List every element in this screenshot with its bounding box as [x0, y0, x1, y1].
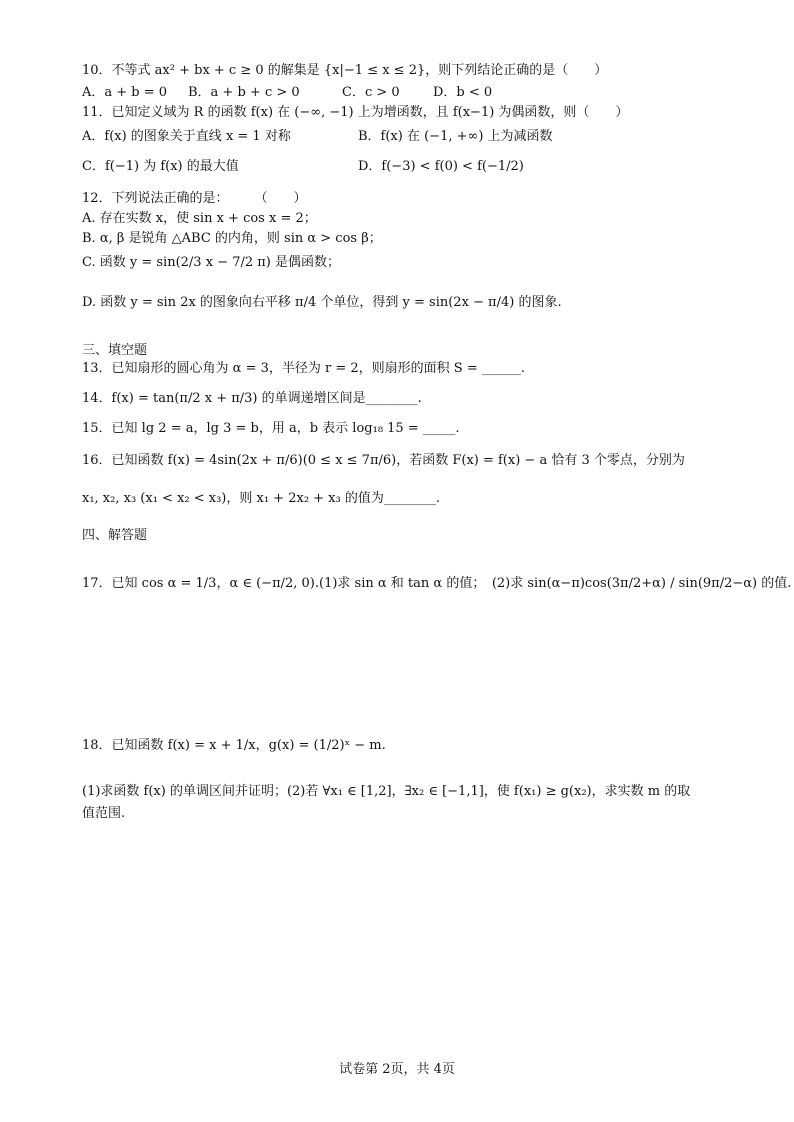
question-11-option-c: C．f(−1) 为 f(x) 的最大值 — [82, 159, 239, 174]
question-15: 15．已知 lg 2 = a，lg 3 = b，用 a，b 表示 log₁₈ 15 = _____. — [82, 421, 460, 436]
section-fill-heading: 三、填空题 — [82, 343, 148, 358]
question-18-part2: 值范围. — [82, 806, 126, 821]
question-10-option-b: B．a + b + c > 0 — [188, 85, 300, 100]
question-14: 14．f(x) = tan(π/2 x + π/3) 的单调递增区间是________. — [82, 391, 422, 406]
question-12-stem: 12．下列说法正确的是： （ ） — [82, 191, 307, 206]
question-11-option-a: A．f(x) 的图象关于直线 x = 1 对称 — [82, 129, 291, 144]
question-10-option-d: D．b < 0 — [433, 85, 493, 100]
question-16-line2: x₁, x₂, x₃ (x₁ < x₂ < x₃)，则 x₁ + 2x₂ + x₃ 的值为________. — [82, 491, 440, 506]
question-16-line1: 16．已知函数 f(x) = 4sin(2x + π/6)(0 ≤ x ≤ 7π/6)，若函数 F(x) = f(x) − a 恰有 3 个零点，分别为 — [82, 453, 685, 468]
question-18: 18．已知函数 f(x) = x + 1/x，g(x) = (1/2)ˣ − m. — [82, 738, 386, 753]
section-solve-heading: 四、解答题 — [82, 528, 148, 543]
question-10-option-a: A．a + b = 0 — [82, 85, 168, 100]
question-18-part1: (1)求函数 f(x) 的单调区间并证明；(2)若 ∀x₁ ∈ [1,2]，∃x₂ ∈ [−1,1]，使 f(x₁) ≥ g(x₂)，求实数 m 的取 — [82, 784, 691, 799]
question-10-option-c: C．c > 0 — [342, 85, 400, 100]
question-17: 17．已知 cos α = 1/3，α ∈ (−π/2, 0).(1)求 sin α 和 tan α 的值； (2)求 sin(α−π)cos(3π/2+α) / sin(9π/2−α) 的值. — [82, 576, 792, 591]
question-12-option-a: A. 存在实数 x，使 sin x + cos x = 2； — [82, 211, 317, 226]
question-11-stem: 11．已知定义域为 R 的函数 f(x) 在 (−∞, −1) 上为增函数，且 f(x−1) 为偶函数，则（ ） — [82, 105, 629, 120]
question-12-option-d: D. 函数 y = sin 2x 的图象向右平移 π/4 个单位，得到 y = sin(2x − π/4) 的图象. — [82, 295, 562, 310]
question-12-option-c: C. 函数 y = sin(2/3 x − 7/2 π) 是偶函数； — [82, 255, 341, 270]
question-13: 13．已知扇形的圆心角为 α = 3，半径为 r = 2，则扇形的面积 S = ______. — [82, 361, 525, 376]
question-10-stem: 10．不等式 ax² + bx + c ≥ 0 的解集是 {x|−1 ≤ x ≤ 2}，则下列结论正确的是（ ） — [82, 63, 608, 78]
page-footer: 试卷第 2页，共 4页 — [339, 1062, 455, 1077]
question-11-option-d: D．f(−3) < f(0) < f(−1/2) — [358, 159, 524, 174]
question-12-option-b: B. α, β 是锐角 △ABC 的内角，则 sin α > cos β； — [82, 231, 382, 246]
question-11-option-b: B．f(x) 在 (−1, +∞) 上为减函数 — [358, 129, 553, 144]
